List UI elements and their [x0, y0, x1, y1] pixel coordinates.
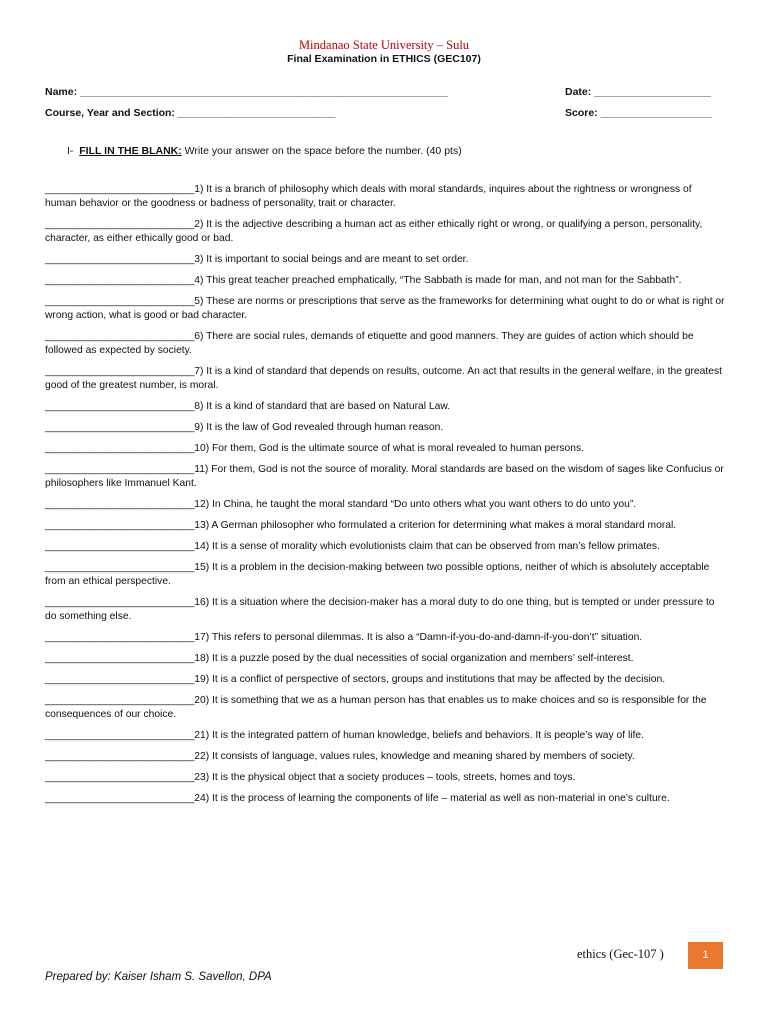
section-label: FILL IN THE BLANK:	[79, 145, 182, 157]
date-field: Date: ____________________	[565, 86, 711, 98]
question-item	[45, 421, 725, 435]
question-text: It is the integrated pattern of human knowledge, beliefs and behaviors. It is people’s way of life.	[212, 730, 644, 741]
question-item	[45, 792, 725, 806]
question-number: 19)	[194, 674, 210, 685]
question-text: There are social rules, demands of etiquette and good manners. They are guides of action which should be followed as expected by society.	[45, 331, 694, 356]
question-number: 5)	[194, 296, 204, 307]
question-item	[45, 295, 725, 323]
question-number: 23)	[194, 772, 210, 783]
question-text: It is the process of learning the components of life – material as well as non-material in one’s culture.	[212, 793, 670, 804]
score-field: Score: ___________________	[565, 107, 712, 119]
question-text: It is a puzzle posed by the dual necessities of social organization and members’ self-interest.	[212, 653, 634, 664]
question-text: In China, he taught the moral standard “Do unto others what you want others to do unto you”.	[212, 499, 637, 510]
answer-blank: ___________________________	[45, 520, 195, 531]
answer-blank: ___________________________	[45, 499, 195, 510]
question-number: 4)	[194, 275, 204, 286]
question-item	[45, 750, 725, 764]
prepared-by: Prepared by: Kaiser Isham S. Savellon, DPA	[45, 971, 272, 983]
question-number: 8)	[194, 401, 204, 412]
name-field: Name: _______________________________________________________________	[45, 86, 448, 98]
question-item	[45, 540, 725, 554]
answer-blank: ___________________________	[45, 443, 195, 454]
question-text: A German philosopher who formulated a criterion for determining what makes a moral standard moral.	[211, 520, 677, 531]
question-number: 16)	[194, 597, 210, 608]
answer-blank: ___________________________	[45, 541, 195, 552]
question-number: 18)	[194, 653, 210, 664]
university-name: Mindanao State University – Sulu	[298, 38, 470, 52]
question-item	[45, 729, 725, 743]
question-item	[45, 442, 725, 456]
question-text: It is the physical object that a society produces – tools, streets, homes and toys.	[212, 772, 576, 783]
question-number: 21)	[194, 730, 210, 741]
question-text: These are norms or prescriptions that serve as the frameworks for determining what ought to do or what is right or wrong action, what is good or bad character.	[45, 296, 725, 321]
question-text: This refers to personal dilemmas. It is also a “Damn-if-you-do-and-damn-if-you-don’t” situation.	[211, 632, 643, 643]
question-item	[45, 652, 725, 666]
question-item	[45, 498, 725, 512]
question-number: 24)	[194, 793, 210, 804]
answer-blank: ___________________________	[45, 597, 195, 608]
section-number: I-	[67, 145, 74, 157]
answer-blank: ___________________________	[45, 793, 195, 804]
section-instructions: Write your answer on the space before the number. (40 pts)	[184, 145, 462, 157]
question-text: For them, God is not the source of morality. Moral standards are based on the wisdom of sages like Confucius or philosophers like Immanuel Kant.	[45, 464, 724, 489]
question-item	[45, 183, 725, 211]
answer-blank: ___________________________	[45, 254, 195, 265]
answer-blank: ___________________________	[45, 674, 195, 685]
question-item	[45, 519, 725, 533]
answer-blank: ___________________________	[45, 562, 195, 573]
question-text: It is a sense of morality which evolutionists claim that can be observed from man’s fellow primates.	[212, 541, 660, 552]
question-item	[45, 365, 725, 393]
answer-blank: ___________________________	[45, 184, 195, 195]
answer-blank: ___________________________	[45, 772, 195, 783]
footer-subject: ethics (Gec-107 )	[577, 947, 664, 961]
question-text: It is a kind of standard that are based on Natural Law.	[206, 401, 451, 412]
course-field: Course, Year and Section: ___________________________	[45, 107, 336, 119]
question-number: 14)	[194, 541, 210, 552]
question-number: 7)	[194, 366, 204, 377]
question-number: 10)	[194, 443, 210, 454]
question-text: This great teacher preached emphatically, “The Sabbath is made for man, and not man for the Sabbath”.	[206, 275, 682, 286]
question-item	[45, 561, 725, 589]
question-item	[45, 274, 725, 288]
answer-blank: ___________________________	[45, 653, 195, 664]
question-item	[45, 400, 725, 414]
question-number: 15)	[194, 562, 210, 573]
answer-blank: ___________________________	[45, 401, 195, 412]
page-number-badge: 1	[688, 942, 723, 969]
question-text: It is the adjective describing a human act as either ethically right or wrong, or qualifying a person, personality, character, as either ethically good or bad.	[45, 219, 703, 244]
question-item	[45, 463, 725, 491]
answer-blank: ___________________________	[45, 296, 195, 307]
answer-blank: ___________________________	[45, 464, 195, 475]
question-number: 6)	[194, 331, 204, 342]
answer-blank: ___________________________	[45, 219, 195, 230]
answer-blank: ___________________________	[45, 366, 195, 377]
answer-blank: ___________________________	[45, 422, 195, 433]
answer-blank: ___________________________	[45, 275, 195, 286]
answer-blank: ___________________________	[45, 751, 195, 762]
question-number: 1)	[194, 184, 204, 195]
question-item	[45, 596, 725, 624]
answer-blank: ___________________________	[45, 730, 195, 741]
question-text: It is a conflict of perspective of sectors, groups and institutions that may be affected by the decision.	[212, 674, 666, 685]
question-text: It is a branch of philosophy which deals with moral standards, inquires about the rightness or wrongness of human behavior or the goodness or badness of personality, trait or character.	[45, 184, 692, 209]
question-number: 3)	[194, 254, 204, 265]
question-number: 2)	[194, 219, 204, 230]
answer-blank: ___________________________	[45, 695, 195, 706]
question-item	[45, 673, 725, 687]
question-text: It is a kind of standard that depends on results, outcome. An act that results in the general welfare, in the greatest good of the greatest number, is moral.	[45, 366, 722, 391]
question-number: 17)	[194, 632, 210, 643]
question-item	[45, 330, 725, 358]
exam-title: Final Examination in ETHICS (GEC107)	[287, 53, 481, 65]
question-item	[45, 694, 725, 722]
question-text: It is a problem in the decision-making between two possible options, neither of which is absolutely acceptable from an ethical perspective.	[45, 562, 710, 587]
answer-blank: ___________________________	[45, 331, 195, 342]
question-text: It consists of language, values rules, knowledge and meaning shared by members of society.	[212, 751, 635, 762]
question-text: It is something that we as a human person has that enables us to make choices and so is responsible for the consequences of our choice.	[45, 695, 707, 720]
question-text: It is the law of God revealed through human reason.	[206, 422, 444, 433]
question-number: 12)	[194, 499, 210, 510]
question-item	[45, 253, 725, 267]
answer-blank: ___________________________	[45, 632, 195, 643]
question-item	[45, 771, 725, 785]
section-heading	[67, 145, 462, 157]
question-item	[45, 218, 725, 246]
question-text: It is a situation where the decision-maker has a moral duty to do one thing, but is tempted or under pressure to do something else.	[45, 597, 715, 622]
question-text: It is important to social beings and are meant to set order.	[206, 254, 469, 265]
question-number: 13)	[194, 520, 210, 531]
question-number: 20)	[194, 695, 210, 706]
question-item	[45, 631, 725, 645]
question-number: 22)	[194, 751, 210, 762]
question-number: 11)	[194, 464, 209, 475]
question-list	[45, 183, 725, 813]
question-number: 9)	[194, 422, 204, 433]
question-text: For them, God is the ultimate source of what is moral revealed to human persons.	[212, 443, 585, 454]
